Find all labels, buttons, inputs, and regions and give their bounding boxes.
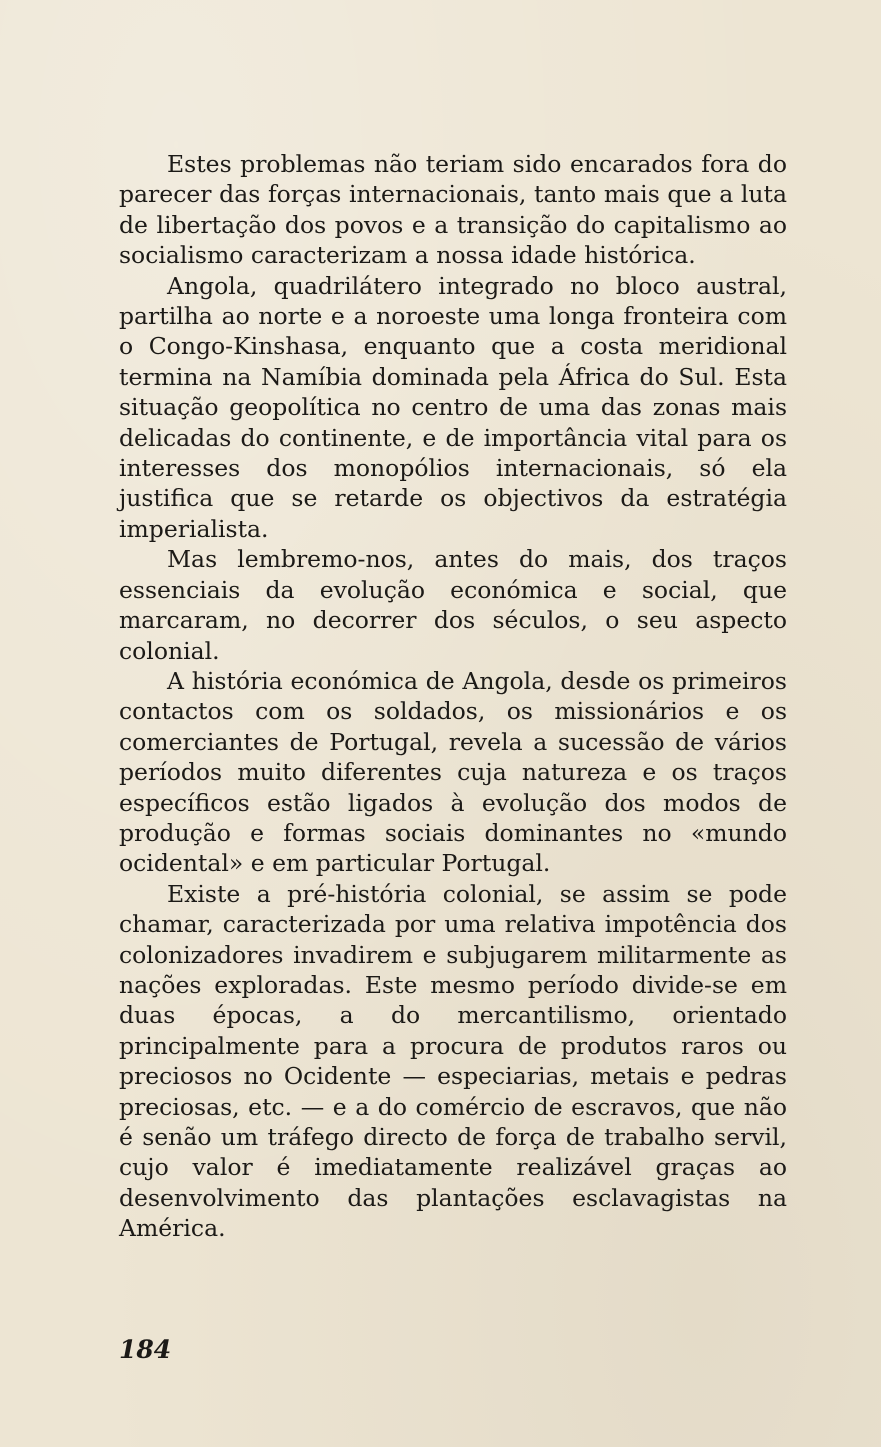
paragraph-5: Existe a pré-história colonial, se assim se pode chamar, caracterizada por uma relativa impotência dos colonizadores invadirem e subjugarem militarmente as nações exploradas. Este mesmo período divide-se em duas épocas, a do mercantilismo, orientado principalmente para a procura de produtos raros ou preciosos no Ocidente — especiarias, metais e pedras preciosas, etc. — e a do comércio de escravos, que não é senão um tráfego directo de força de trabalho servil, cujo valor é imediatamente realizável graças ao desenvolvimento das plantações esclavagistas na América. [119,879,787,1243]
paragraph-4: A história económica de Angola, desde os primeiros contactos com os soldados, os missionários e os comerciantes de Portugal, revela a sucessão de vários períodos muito diferentes cuja natureza e os traços específicos estão ligados à evolução dos modos de produção e formas sociais dominantes no «mundo ocidental» e em particular Portugal. [119,666,787,878]
page-number: 184 [119,1335,172,1364]
body-text [119,149,787,1244]
paragraph-1: Estes problemas não teriam sido encarados fora do parecer das forças internacionais, tanto mais que a luta de libertação dos povos e a transição do capitalismo ao socialismo caracterizam a nossa idade histórica. [119,150,787,270]
paragraph-3: Mas lembremo-nos, antes do mais, dos traços essenciais da evolução económica e social, que marcaram, no decorrer dos séculos, o seu aspecto colonial. [119,545,787,665]
paragraph-2: Angola, quadrilátero integrado no bloco austral, partilha ao norte e a noroeste uma longa fronteira com o Congo-Kinshasa, enquanto que a costa meridional termina na Namíbia dominada pela África do Sul. Esta situação geopolítica no centro de uma das zonas mais delicadas do continente, e de importância vital para os interesses dos monopólios internacionais, só ela justifica que se retarde os objectivos da estratégia imperialista. [119,271,787,543]
